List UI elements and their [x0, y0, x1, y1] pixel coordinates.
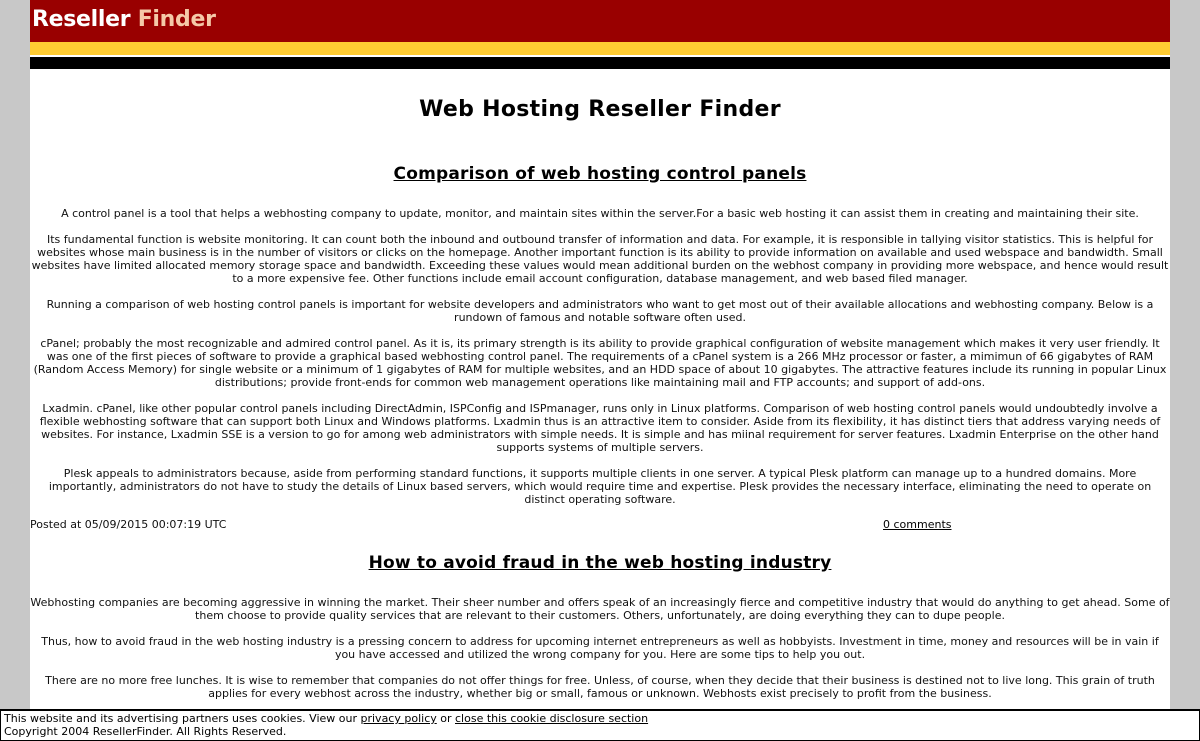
page-title: Web Hosting Reseller Finder: [419, 97, 781, 122]
cookie-text-or: or: [436, 712, 455, 725]
cookie-notice: [4, 712, 648, 725]
post-paragraph: Webhosting companies are becoming aggressive in winning the market. Their sheer number and offers speak of an increasingly fierce and competitive industry that would do anything to get ahead. Some of them choose to provide quality services that are relevant to their customers. Others, unfortunately, are doing everything they can to dupe people.: [30, 596, 1170, 622]
blog-post: [30, 164, 1170, 534]
post-paragraph: There are no more free lunches. It is wise to remember that companies do not offer things for free. Unless, of course, when they decide that their business is destined not to live long. This grain of truth applies for every webhost across the industry, whether big or small, famous or unknown. Webhosts exist precisely to profit from the business.: [45, 674, 1155, 700]
post-paragraph: A control panel is a tool that helps a webhosting company to update, monitor, and maintain sites within the server.For a basic web hosting it can assist them in creating and maintaining their site.: [61, 207, 1139, 220]
post-paragraph: cPanel; probably the most recognizable and admired control panel. As it is, its primary strength is its ability to provide graphical configuration of website management which makes it very user friendly. It was one of the first pieces of software to provide a graphical based webhosting control panel. The requirements of a cPanel system is a 266 MHz processor or faster, a mimimun of 66 gigabytes of RAM (Random Access Memory) for single website or a minimum of 1 gigabytes of RAM for multiple websites, and an HDD space of about 10 gigabytes. The attractive features include its running in popular Linux distributions; provide front-ends for common web management operations like maintaining mail and FTP accounts; and support of add-ons.: [33, 337, 1167, 389]
logo-text-finder: Finder: [137, 7, 216, 32]
cookie-disclosure-bar: [0, 709, 1200, 741]
cookie-text: This website and its advertising partners uses cookies. View our: [4, 712, 361, 725]
post-paragraph: Its fundamental function is website monitoring. It can count both the inbound and outbound transfer of information and data. For example, it is responsible in tallying visitor statistics. This is helpful for websites whose main business is in the number of visitors or clicks on the homepage. Another important function is its ability to provide information on available and used webspace and bandwidth. Small websites have limited allocated memory storage space and bandwidth. Exceeding these values would mean additional burden on the webhost company in providing more webspace, and hence would result to a more expensive fee. Other functions include email account configuration, database management, and web based filed manager.: [31, 233, 1169, 285]
header-black-stripe: [30, 57, 1170, 69]
privacy-policy-link[interactable]: privacy policy: [360, 712, 437, 725]
site-logo[interactable]: [32, 7, 216, 32]
post-title[interactable]: How to avoid fraud in the web hosting industry: [368, 553, 832, 573]
post-paragraph: Plesk appeals to administrators because, aside from performing standard functions, it supports multiple clients in one server. A typical Plesk platform can manage up to a hundred domains. More importantly, administrators do not have to study the details of Linux based servers, which would require time and expertise. Plesk provides the necessary interface, eliminating the need to operate on distinct operating software.: [48, 467, 1152, 506]
blog-post: [30, 553, 1170, 700]
logo-text-reseller: Reseller: [32, 7, 131, 32]
site-header: [30, 0, 1170, 42]
post-timestamp: Posted at 05/09/2015 00:07:19 UTC: [30, 518, 227, 531]
comments-link[interactable]: 0 comments: [883, 518, 952, 531]
post-body: [30, 596, 1170, 700]
post-paragraph: Lxadmin. cPanel, like other popular control panels including DirectAdmin, ISPConfig and ISPmanager, runs only in Linux platforms. Comparison of web hosting control panels would undoubtedly involve a flexible webhosting software that can support both Linux and Windows platforms. Lxadmin thus is an attractive item to consider. Aside from its flexibility, it has distinct tiers that address varying needs of websites. For instance, Lxadmin SSE is a version to go for among web administrators with simple needs. It is simple and has miinal requirement for server features. Lxadmin Enterprise on the other hand supports systems of multiple servers.: [39, 402, 1161, 454]
post-title[interactable]: Comparison of web hosting control panels: [393, 164, 807, 184]
header-yellow-stripe: [30, 42, 1170, 55]
post-paragraph: Thus, how to avoid fraud in the web hosting industry is a pressing concern to address for upcoming internet entrepreneurs as well as hobbyists. Investment in time, money and resources will be in vain if you have accessed and utilized the wrong company for you. Here are some tips to help you out.: [41, 635, 1159, 661]
copyright-notice: Copyright 2004 ResellerFinder. All Rights Reserved.: [4, 725, 287, 738]
post-meta: [30, 518, 1170, 534]
post-body: [30, 207, 1170, 506]
page-container: [30, 0, 1170, 740]
close-cookie-section-link[interactable]: close this cookie disclosure section: [455, 712, 649, 725]
post-paragraph: Running a comparison of web hosting control panels is important for website developers and administrators who want to get most out of their available allocations and webhosting company. Below is a rundown of famous and notable software often used.: [46, 298, 1154, 324]
